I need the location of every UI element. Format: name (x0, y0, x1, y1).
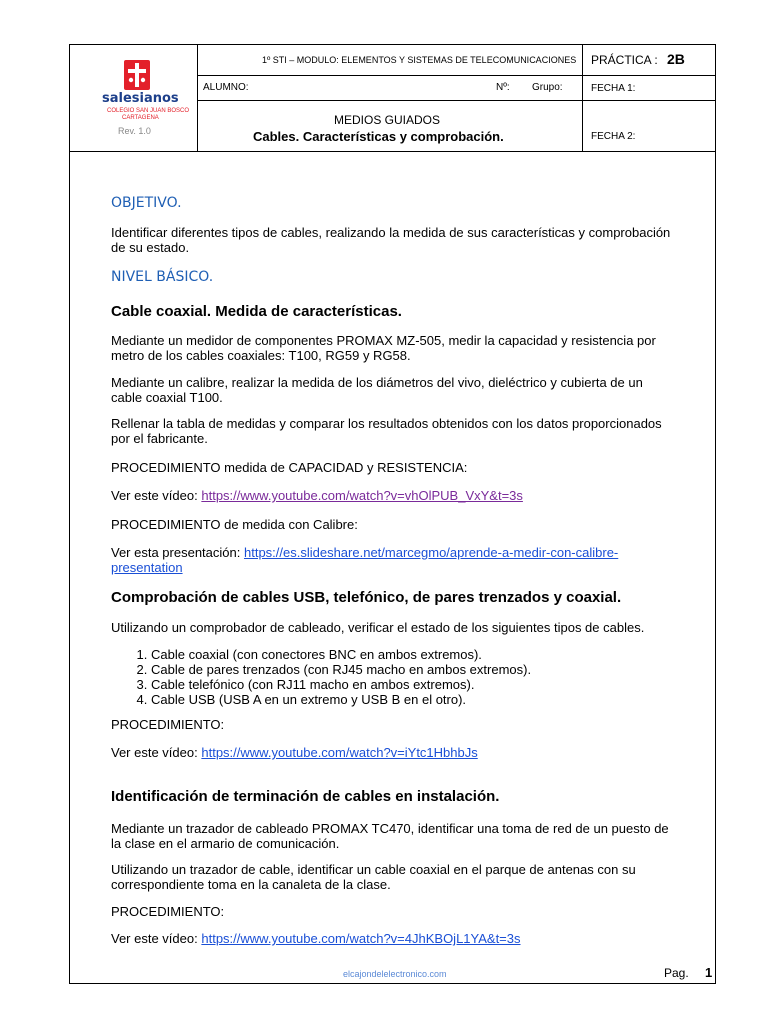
objetivo-heading: OBJETIVO. (111, 195, 182, 211)
section1-paragraph2: Mediante un calibre, realizar la medida de los diámetros del vivo, dieléctrico y cubierta de un cable coaxial T100. (111, 375, 643, 405)
page-number: 1 (705, 965, 713, 980)
video-label: Ver este vídeo: (111, 488, 198, 503)
presentation-link[interactable]: https://es.slideshare.net/marcegmo/aprende-a-medir-con-calibre- (243, 545, 619, 560)
section3-heading: Identificación de terminación de cables en instalación. (111, 788, 500, 805)
subject-label: MEDIOS GUIADOS (334, 113, 441, 127)
section3-paragraph1: Mediante un trazador de cableado PROMAX TC470, identificar una toma de red de un puesto de la clase en el armario de comunicación. (111, 821, 669, 851)
list-item: 1. Cable coaxial (con conectores BNC en ambos extremos). (151, 647, 671, 662)
logo-brand: salesianos (102, 91, 179, 106)
video-label: Ver este vídeo: (111, 931, 198, 946)
list-item: 4. Cable USB (USB A en un extremo y USB B en el otro). (151, 692, 671, 707)
section1-heading: Cable coaxial. Medida de características. (111, 303, 402, 320)
section2-intro: Utilizando un comprobador de cableado, verificar el estado de los siguientes tipos de cables. (111, 620, 645, 635)
fecha2-label: FECHA 2: (591, 131, 636, 142)
video-link-2[interactable]: https://www.youtube.com/watch?v=iYtc1HbhbJs (201, 745, 478, 760)
fecha1-label: FECHA 1: (591, 83, 636, 94)
section1-procedure1: PROCEDIMIENTO medida de CAPACIDAD y RESISTENCIA: (111, 460, 468, 475)
header-divider (198, 100, 715, 101)
section2-heading: Comprobación de cables USB, telefónico, de pares trenzados y coaxial. (111, 589, 622, 606)
logo-school-line2: CARTAGENA (122, 115, 159, 121)
header-divider-vertical (582, 45, 583, 151)
presentation-line (111, 545, 671, 575)
video-line-3 (111, 931, 671, 946)
course-line: 1º STI – MODULO: ELEMENTOS Y SISTEMAS DE TELECOMUNICACIONES (262, 55, 577, 65)
practica-label: PRÁCTICA : (591, 53, 658, 67)
section1-paragraph1: Mediante un medidor de componentes PROMAX MZ-505, medir la capacidad y resistencia por metro de los cables coaxiales: T100, RG59 y RG58. (111, 333, 656, 363)
numero-label: Nº: (496, 82, 510, 93)
page-title: Cables. Características y comprobación. (253, 129, 504, 144)
video-label: Ver este vídeo: (111, 745, 198, 760)
practica-value: 2B (667, 51, 685, 67)
page-label: Pag. (664, 966, 689, 980)
video-line-2 (111, 745, 671, 760)
revision-label: Rev. 1.0 (118, 126, 151, 136)
salesianos-logo (100, 58, 200, 138)
section1-procedure2: PROCEDIMIENTO de medida con Calibre: (111, 517, 358, 532)
nivel-basico-heading: NIVEL BÁSICO. (111, 269, 214, 285)
cable-list (111, 647, 671, 707)
presentation-label: Ver esta presentación: (111, 545, 241, 560)
section3-paragraph2: Utilizando un trazador de cable, identificar un cable coaxial en el parque de antenas con su correspondiente toma en la canaleta de la clase. (111, 862, 636, 892)
grupo-label: Grupo: (532, 82, 563, 93)
presentation-link-cont[interactable]: presentation (111, 560, 183, 575)
list-item: 2. Cable de pares trenzados (con RJ45 macho en ambos extremos). (151, 662, 671, 677)
footer-site: elcajondelelectronico.com (343, 969, 447, 979)
section1-paragraph3: Rellenar la tabla de medidas y comparar los resultados obtenidos con los datos proporcionados por el fabricante. (111, 416, 662, 446)
video-line-1 (111, 488, 671, 503)
logo-school-line1: COLEGIO SAN JUAN BOSCO (107, 108, 190, 114)
alumno-label: ALUMNO: (203, 82, 249, 93)
list-item: 3. Cable telefónico (con RJ11 macho en ambos extremos). (151, 677, 671, 692)
logo-emblem-icon (124, 60, 150, 90)
objetivo-text: Identificar diferentes tipos de cables, realizando la medida de sus características y comprobación de su estado. (111, 225, 671, 255)
video-link-3[interactable]: https://www.youtube.com/watch?v=4JhKBOjL1YA&t=3s (201, 931, 521, 946)
header-divider (198, 75, 715, 76)
header-bottom-line (70, 151, 715, 152)
video-link-1[interactable]: https://www.youtube.com/watch?v=vhOlPUB_VxY&t=3s (201, 488, 523, 503)
section2-procedure: PROCEDIMIENTO: (111, 717, 225, 732)
section3-procedure: PROCEDIMIENTO: (111, 904, 225, 919)
